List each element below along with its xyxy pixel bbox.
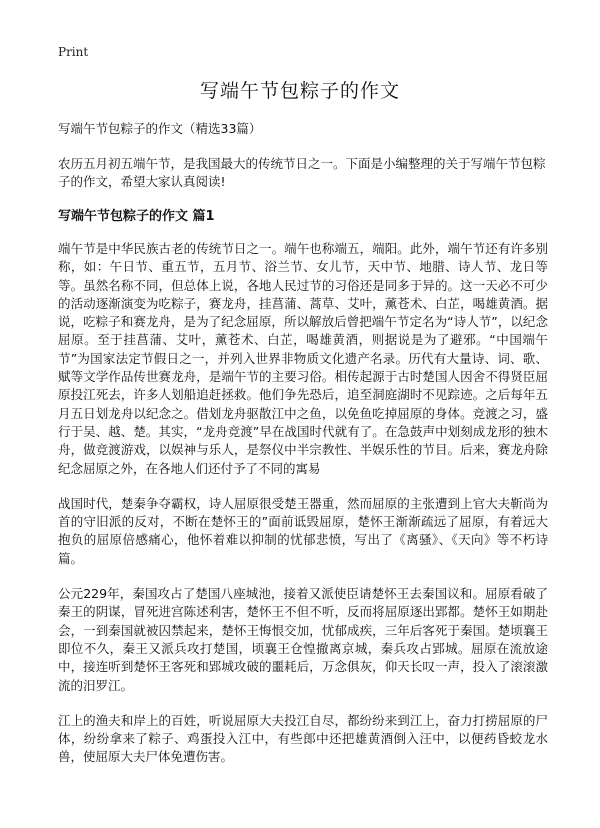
- paragraph-4: 江上的渔夫和岸上的百姓，听说屈原大夫投江自尽，都纷纷来到江上，奋力打捞屈原的尸体，纷纷拿来了粽子、鸡蛋投入江中，有些郎中还把雄黄酒倒入汪中，以便药昏蛟龙水兽，使屈原大夫尸体免遭伤害。: [58, 712, 548, 765]
- paragraph-1: 端午节是中华民族古老的传统节日之一。端午也称端五，端阳。此外，端午节还有许多别称，如：午日节、重五节，五月节、浴兰节、女儿节，天中节、地腊、诗人节、龙日等等。虽然名称不同，但总体上说，各地人民过节的习俗还是同多于异的。这一天必不可少的活动逐渐演变为吃粽子，赛龙舟，挂菖蒲、蒿草、艾叶，薰苍术、白芷，喝雄黄酒。据说，吃粽子和赛龙舟，是为了纪念屈原，所以解放后曾把端午节定名为“诗人节”，以纪念屈原。至于挂菖蒲、艾叶，薰苍术、白芷，喝雄黄酒，则据说是为了避邪。“中国端午节”为国家法定节假日之一，并列入世界非物质文化遗产名录。历代有大量诗、词、歌、赋等文学作品传世赛龙舟，是端午节的主要习俗。相传起源于古时楚国人因舍不得贤臣屈原投江死去，许多人划船追赶拯救。他们争先恐后，追至洞庭湖时不见踪迹。之后每年五月五日划龙舟以纪念之。借划龙舟驱散江中之鱼，以免鱼吃掉屈原的身体。竞渡之习，盛行于吴、越、楚。其实，“龙舟竞渡”早在战国时代就有了。在急鼓声中划刻成龙形的独木舟，做竞渡游戏，以娱神与乐人，是祭仪中半宗教性、半娱乐性的节目。后来，赛龙舟除纪念屈原之外，在各地人们还付予了不同的寓易: [58, 241, 548, 476]
- page-title: 写端午节包粽子的作文: [199, 80, 400, 102]
- paragraph-3: 公元229年，秦国攻占了楚国八座城池，接着又派使臣请楚怀王去秦国议和。屈原看破了秦王的阴谋，冒死进宫陈述利害，楚怀王不但不听，反而将屈原逐出郢都。楚怀王如期赴会，一到秦国就被囚禁起来，楚怀王悔恨交加，忧郁成疾，三年后客死于秦国。楚顷襄王即位不久，秦王又派兵攻打楚国，顷襄王仓惶撤离京城，秦兵攻占郢城。屈原在流放途中，接连听到楚怀王客死和郢城攻破的噩耗后，万念俱灰，仰天长叹一声，投入了滚滚激流的汨罗江。: [58, 586, 548, 693]
- article-intro: 农历五月初五端午节，是我国最大的传统节日之一。下面是小编整理的关于写端午节包粽子的作文，希望大家认真阅读!: [58, 156, 546, 189]
- print-link[interactable]: Print: [58, 45, 89, 59]
- article-body: [58, 120, 548, 784]
- paragraph-2: 战国时代，楚秦争夺霸权，诗人屈原很受楚王器重，然而屈原的主张遭到上官大夫靳尚为首的守旧派的反对，不断在楚怀王的”面前诋毁屈原，楚怀王渐渐疏远了屈原，有着远大抱负的屈原倍感痛心，他怀着难以抑制的忧郁悲愤，写出了《离骚》、《天向》等不朽诗篇。: [58, 495, 548, 566]
- article-subtitle: 写端午节包粽子的作文（精选33篇）: [58, 121, 262, 136]
- section-heading: 写端午节包粽子的作文 篇1: [58, 209, 215, 224]
